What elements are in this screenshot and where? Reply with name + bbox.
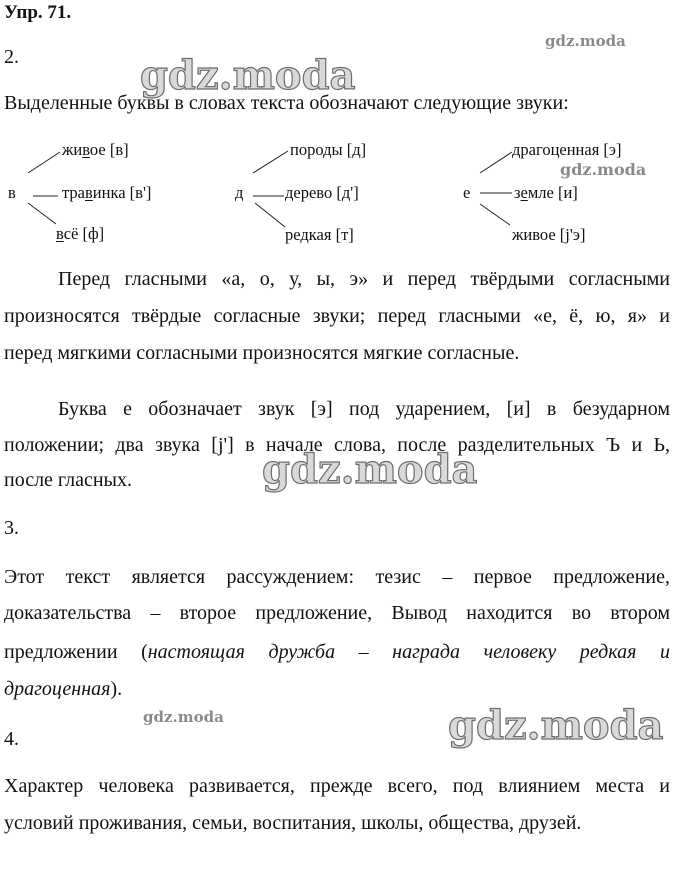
paragraph-line: положении; два звука [j'] в начале слова, после разделительных Ъ и Ь, (4, 434, 670, 456)
section-number: 4. (4, 728, 19, 750)
diagram-lines (0, 0, 675, 260)
section2-intro: Выделенные буквы в словах текста обозначают следующие звуки: (4, 92, 569, 114)
section-number: 2. (4, 46, 19, 68)
sound-item: редкая [т] (285, 225, 354, 244)
watermark: gdz.moda (448, 702, 664, 749)
sound-item: всё [ф] (56, 224, 105, 243)
watermark: gdz.moda (143, 708, 224, 726)
sound-item: травинка [в'] (62, 183, 152, 202)
group-letter: е (463, 183, 471, 202)
paragraph-line: условий проживания, семьи, воспитания, школы, общества, друзей. (4, 812, 582, 834)
watermark: gdz.moda (262, 446, 478, 493)
group-letter: д (235, 183, 244, 202)
group-letter: в (8, 183, 16, 202)
paragraph-line: перед мягкими согласными произносятся мягкие согласные. (4, 342, 520, 364)
sound-item: дерево [д'] (285, 183, 359, 202)
paragraph-line: предложении (настоящая дружба – награда человеку редкая и (4, 641, 670, 663)
watermark: gdz.moda (140, 52, 356, 99)
section-number: 3. (4, 517, 19, 539)
paragraph-line: доказательства – второе предложение, Вывод находится во втором (4, 602, 670, 624)
paragraph-line: после гласных. (4, 469, 132, 491)
sound-item: живое [j'э] (512, 225, 586, 244)
paragraph-line: Буква е обозначает звук [э] под ударением, [и] в безударном (58, 398, 670, 420)
watermark: gdz.moda (560, 160, 647, 179)
exercise-title: Упр. 71. (4, 2, 72, 23)
sound-item: земле [и] (514, 183, 578, 202)
paragraph-line: произносятся твёрдые согласные звуки; перед гласными «е, ё, ю, я» и (4, 305, 670, 327)
watermark: gdz.moda (545, 32, 626, 50)
paragraph-line: Характер человека развивается, прежде всего, под влиянием места и (4, 775, 670, 797)
sound-item: драгоценная [э] (512, 140, 622, 159)
paragraph-line: Этот текст является рассуждением: тезис – первое предложение, (4, 566, 670, 588)
sound-item: породы [д] (290, 140, 367, 159)
paragraph-line: драгоценная). (4, 678, 123, 700)
sound-item: живое [в] (62, 140, 129, 159)
paragraph-line: Перед гласными «а, о, у, ы, э» и перед твёрдыми согласными (58, 268, 670, 290)
